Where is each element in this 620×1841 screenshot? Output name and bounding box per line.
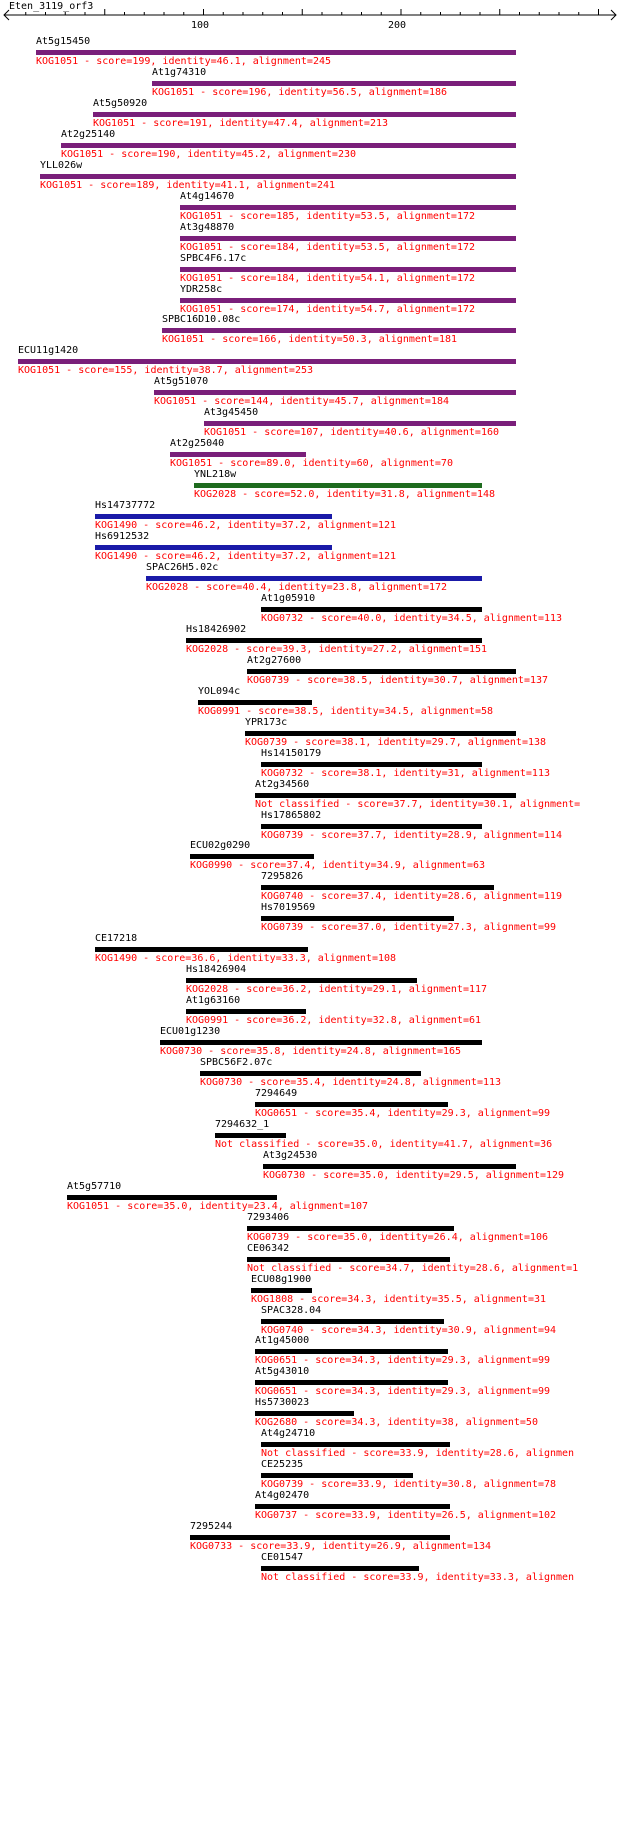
hit-name[interactable]: At3g48870 — [180, 221, 235, 233]
hit-description[interactable]: KOG0732 - score=40.0, identity=34.5, alignment=113 — [261, 612, 563, 624]
hit-description[interactable]: KOG1051 - score=196, identity=56.5, alignment=186 — [152, 86, 448, 98]
hit-name[interactable]: CE17218 — [95, 933, 138, 945]
hit-name[interactable]: Hs6912532 — [95, 531, 150, 543]
hit-description[interactable]: Not classified - score=37.7, identity=30.1, alignment= — [255, 798, 581, 810]
hit-name[interactable]: YNL218w — [194, 469, 237, 481]
hit-description[interactable]: KOG0739 - score=33.9, identity=30.8, alignment=78 — [261, 1479, 557, 1491]
hit-name[interactable]: SPBC4F6.17c — [180, 252, 247, 264]
hit-alignment-bar[interactable] — [95, 947, 308, 952]
hit-alignment-bar[interactable] — [190, 854, 314, 859]
hit-name[interactable]: ECU02g0290 — [190, 840, 251, 852]
hit-alignment-bar[interactable] — [247, 669, 516, 674]
hit-name[interactable]: 7295244 — [190, 1521, 233, 1533]
hit-alignment-bar[interactable] — [261, 824, 482, 829]
hit-description[interactable]: KOG0740 - score=37.4, identity=28.6, alignment=119 — [261, 891, 563, 903]
hit-name[interactable]: Hs18426902 — [186, 623, 247, 635]
hit-description[interactable]: KOG0737 - score=33.9, identity=26.5, alignment=102 — [255, 1510, 557, 1522]
hit-name[interactable]: YDR258c — [180, 283, 223, 295]
hit-alignment-bar[interactable] — [186, 1009, 306, 1014]
hit-description[interactable]: KOG1808 - score=34.3, identity=35.5, alignment=31 — [251, 1293, 547, 1305]
hit-description[interactable]: KOG2028 - score=36.2, identity=29.1, alignment=117 — [186, 984, 488, 996]
hit-name[interactable]: At1g63160 — [186, 995, 241, 1007]
hit-description[interactable]: KOG1051 - score=190, identity=45.2, alignment=230 — [61, 148, 357, 160]
hit-alignment-bar[interactable] — [251, 1288, 312, 1293]
hit-description[interactable]: KOG0739 - score=38.5, identity=30.7, alignment=137 — [247, 674, 549, 686]
hit-name[interactable]: At5g57710 — [67, 1180, 122, 1192]
hit-alignment-bar[interactable] — [95, 545, 332, 550]
hit-alignment-bar[interactable] — [255, 1504, 450, 1509]
hit-alignment-bar[interactable] — [261, 1566, 419, 1571]
hit-description[interactable]: KOG0739 - score=37.7, identity=28.9, alignment=114 — [261, 829, 563, 841]
hit-name[interactable]: CE06342 — [247, 1242, 290, 1254]
hit-description[interactable]: KOG1051 - score=199, identity=46.1, alignment=245 — [36, 56, 332, 67]
hit-description[interactable]: KOG1051 - score=89.0, identity=60, alignment=70 — [170, 458, 453, 470]
hit-alignment-bar[interactable] — [154, 390, 516, 395]
tick-label-100: 100 — [191, 20, 210, 31]
hit-description[interactable]: KOG0991 - score=36.2, identity=32.8, alignment=61 — [186, 1015, 482, 1027]
hit-description[interactable]: Not classified - score=33.9, identity=33.3, alignmen — [261, 1572, 575, 1584]
hit-alignment-bar[interactable] — [180, 298, 516, 303]
hit-alignment-bar[interactable] — [255, 1102, 448, 1107]
hit-name[interactable]: SPBC56F2.07c — [200, 1057, 273, 1069]
hit-alignment-bar[interactable] — [255, 1380, 448, 1385]
hit-alignment-bar[interactable] — [162, 328, 516, 333]
hit-description[interactable]: Not classified - score=35.0, identity=41.7, alignment=36 — [215, 1138, 553, 1150]
hit-description[interactable]: KOG0651 - score=34.3, identity=29.3, alignment=99 — [255, 1355, 551, 1367]
hit-alignment-bar[interactable] — [61, 143, 516, 148]
hit-name[interactable]: SPBC16D10.08c — [162, 314, 241, 326]
hit-alignment-bar[interactable] — [198, 700, 312, 705]
hit-alignment-bar[interactable] — [152, 81, 516, 86]
hit-alignment-bar[interactable] — [93, 112, 516, 117]
hit-alignment-bar[interactable] — [200, 1071, 421, 1076]
hit-description[interactable]: KOG0651 - score=35.4, identity=29.3, alignment=99 — [255, 1107, 551, 1119]
hit-alignment-bar[interactable] — [204, 421, 516, 426]
hit-description[interactable]: KOG2028 - score=40.4, identity=23.8, alignment=172 — [146, 581, 448, 593]
tick-label-200: 200 — [388, 20, 407, 31]
hit-name[interactable]: Hs17865802 — [261, 809, 322, 821]
hit-name[interactable]: At2g25140 — [61, 128, 116, 140]
hit-description[interactable]: KOG1051 - score=107, identity=40.6, alignment=160 — [204, 427, 500, 439]
hit-alignment-bar[interactable] — [190, 1535, 450, 1540]
hit-name[interactable]: At5g50920 — [93, 97, 148, 109]
hit-description[interactable]: KOG1051 - score=166, identity=50.3, alignment=181 — [162, 334, 458, 346]
hit-name[interactable]: Hs14737772 — [95, 500, 156, 512]
hit-name[interactable]: At4g02470 — [255, 1490, 310, 1502]
hit-alignment-bar[interactable] — [261, 916, 454, 921]
query-name: Eten_3119_orf3 — [9, 1, 94, 12]
hit-alignment-bar[interactable] — [36, 50, 516, 55]
hit-name[interactable]: Hs14150179 — [261, 747, 322, 759]
hit-description[interactable]: KOG1051 - score=155, identity=38.7, alignment=253 — [18, 365, 314, 377]
hit-alignment-bar[interactable] — [194, 483, 482, 488]
hit-alignment-bar[interactable] — [247, 1257, 450, 1262]
hit-name[interactable]: 7294632_1 — [215, 1118, 270, 1130]
hit-alignment-bar[interactable] — [261, 607, 482, 612]
hit-name[interactable]: At5g51070 — [154, 376, 209, 388]
hit-name[interactable]: YPR173c — [245, 716, 288, 728]
hit-alignment-bar[interactable] — [215, 1133, 286, 1138]
hit-description[interactable]: KOG1051 - score=174, identity=54.7, alignment=172 — [180, 303, 476, 315]
hit-name[interactable]: SPAC26H5.02c — [146, 561, 219, 573]
hit-description[interactable]: KOG1051 - score=191, identity=47.4, alignment=213 — [93, 117, 389, 129]
hit-description[interactable]: KOG0990 - score=37.4, identity=34.9, alignment=63 — [190, 860, 486, 872]
hit-description[interactable]: KOG0991 - score=38.5, identity=34.5, alignment=58 — [198, 705, 494, 717]
hit-name[interactable]: At5g15450 — [36, 36, 91, 47]
hit-description[interactable]: KOG0739 - score=38.1, identity=29.7, alignment=138 — [245, 736, 547, 748]
hit-alignment-bar[interactable] — [40, 174, 516, 179]
hit-name[interactable]: YLL026w — [40, 159, 83, 171]
hit-description[interactable]: KOG0730 - score=35.0, identity=29.5, alignment=129 — [263, 1169, 565, 1181]
hit-alignment-bar[interactable] — [255, 1411, 354, 1416]
hit-name[interactable]: At3g24530 — [263, 1149, 318, 1161]
hit-name[interactable]: At2g34560 — [255, 778, 310, 790]
hit-name[interactable]: SPAC328.04 — [261, 1304, 322, 1316]
hit-alignment-bar[interactable] — [263, 1164, 516, 1169]
hit-description[interactable]: KOG1490 - score=36.6, identity=33.3, alignment=108 — [95, 953, 397, 965]
hit-name[interactable]: 7294649 — [255, 1087, 298, 1099]
hit-description[interactable]: KOG1051 - score=185, identity=53.5, alignment=172 — [180, 210, 476, 222]
hit-alignment-bar[interactable] — [18, 359, 516, 364]
hit-alignment-bar[interactable] — [95, 514, 332, 519]
hit-alignment-bar[interactable] — [180, 267, 516, 272]
hit-alignment-bar[interactable] — [146, 576, 482, 581]
hit-description[interactable]: KOG1051 - score=144, identity=45.7, alignment=184 — [154, 396, 450, 408]
hit-name[interactable]: ECU08g1900 — [251, 1273, 312, 1285]
hit-name[interactable]: ECU01g1230 — [160, 1026, 221, 1038]
hit-alignment-bar[interactable] — [67, 1195, 277, 1200]
hit-description[interactable]: KOG0730 - score=35.4, identity=24.8, alignment=113 — [200, 1077, 502, 1089]
hit-description[interactable]: KOG2028 - score=52.0, identity=31.8, alignment=148 — [194, 489, 496, 501]
hit-description[interactable]: KOG0732 - score=38.1, identity=31, alignment=113 — [261, 767, 550, 779]
hit-description[interactable]: KOG1051 - score=35.0, identity=23.4, alignment=107 — [67, 1200, 369, 1212]
hit-name[interactable]: At1g74310 — [152, 66, 207, 78]
hit-name[interactable]: 7293406 — [247, 1211, 290, 1223]
hit-alignment-bar[interactable] — [261, 885, 494, 890]
hit-name[interactable]: At2g25040 — [170, 438, 225, 450]
hit-description[interactable]: KOG1490 - score=46.2, identity=37.2, alignment=121 — [95, 520, 397, 532]
hit-description[interactable]: KOG0733 - score=33.9, identity=26.9, alignment=134 — [190, 1541, 492, 1553]
hit-name[interactable]: 7295826 — [261, 871, 304, 883]
hit-name[interactable]: CE01547 — [261, 1552, 304, 1564]
hit-alignment-bar[interactable] — [261, 1319, 444, 1324]
hit-description[interactable]: KOG1051 - score=184, identity=54.1, alignment=172 — [180, 272, 476, 284]
hit-description[interactable]: KOG0740 - score=34.3, identity=30.9, alignment=94 — [261, 1324, 557, 1336]
hit-name[interactable]: At1g45000 — [255, 1335, 310, 1347]
hit-description[interactable]: KOG1051 - score=184, identity=53.5, alignment=172 — [180, 241, 476, 253]
hit-description[interactable]: KOG1051 - score=189, identity=41.1, alignment=241 — [40, 179, 336, 191]
hit-name[interactable]: CE25235 — [261, 1459, 304, 1471]
hit-name[interactable]: ECU11g1420 — [18, 345, 79, 357]
hit-description[interactable]: Not classified - score=33.9, identity=28.6, alignmen — [261, 1448, 575, 1460]
hit-name[interactable]: Hs7019569 — [261, 902, 316, 914]
hit-name[interactable]: At5g43010 — [255, 1366, 310, 1378]
hit-alignment-bar[interactable] — [180, 236, 516, 241]
hit-name[interactable]: At1g05910 — [261, 592, 316, 604]
hit-alignment-bar[interactable] — [261, 1473, 413, 1478]
hit-name[interactable]: Hs18426904 — [186, 964, 247, 976]
hit-alignment-bar[interactable] — [160, 1040, 482, 1045]
hit-description[interactable]: KOG1490 - score=46.2, identity=37.2, alignment=121 — [95, 551, 397, 563]
hit-name[interactable]: At4g14670 — [180, 190, 235, 202]
hit-alignment-bar[interactable] — [255, 1349, 448, 1354]
hit-alignment-bar[interactable] — [247, 1226, 454, 1231]
hit-alignment-bar[interactable] — [245, 731, 516, 736]
hit-name[interactable]: At3g45450 — [204, 407, 259, 419]
hit-alignment-bar[interactable] — [255, 793, 516, 798]
hit-alignment-bar[interactable] — [186, 978, 417, 983]
hit-description[interactable]: Not classified - score=34.7, identity=28.6, alignment=1 — [247, 1262, 579, 1274]
hit-name[interactable]: At4g24710 — [261, 1428, 316, 1440]
hit-description[interactable]: KOG0730 - score=35.8, identity=24.8, alignment=165 — [160, 1046, 462, 1058]
hit-row[interactable] — [0, 1552, 620, 1588]
hit-alignment-bar[interactable] — [261, 1442, 450, 1447]
hit-name[interactable]: Hs5730023 — [255, 1397, 310, 1409]
hit-name[interactable]: At2g27600 — [247, 654, 302, 666]
hit-description[interactable]: KOG0651 - score=34.3, identity=29.3, alignment=99 — [255, 1386, 551, 1398]
hit-description[interactable]: KOG0739 - score=35.0, identity=26.4, alignment=106 — [247, 1231, 549, 1243]
hit-description[interactable]: KOG2680 - score=34.3, identity=38, alignment=50 — [255, 1417, 538, 1429]
hit-alignment-bar[interactable] — [186, 638, 482, 643]
hit-description[interactable]: KOG0739 - score=37.0, identity=27.3, alignment=99 — [261, 922, 557, 934]
hit-name[interactable]: YOL094c — [198, 685, 241, 697]
hit-alignment-bar[interactable] — [180, 205, 516, 210]
hit-alignment-bar[interactable] — [170, 452, 306, 457]
hit-alignment-bar[interactable] — [261, 762, 482, 767]
hit-description[interactable]: KOG2028 - score=39.3, identity=27.2, alignment=151 — [186, 643, 488, 655]
